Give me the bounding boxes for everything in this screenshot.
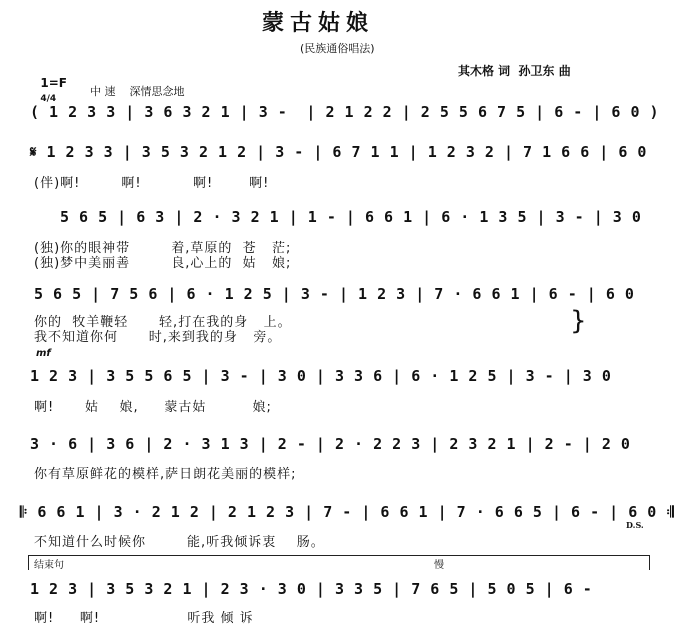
slow-marking: 慢 (434, 560, 444, 571)
brace-right: } (570, 306, 587, 336)
time-signature: 4/4 (40, 94, 57, 104)
ending-bracket (28, 555, 650, 570)
lyric-line-5: 啊! 姑 娘, 蒙古姑 娘; (34, 400, 272, 415)
lyric-line-4a: 你的 牧羊鞭轻 轻,打在我的身 上。 (34, 315, 292, 330)
lyric-line-3b: (独)梦中美丽善 良,心上的 姑 娘; (34, 256, 292, 271)
score-line-6: 3 · 6 | 3 6 | 2 · 3 1 3 | 2 - | 2 · 2 2 3 | 2 3 2 1 | 2 - | 2 0 (30, 435, 631, 453)
score-line-1: ( 1 2 3 3 | 3 6 3 2 1 | 3 - | 2 1 2 2 | 2 5 5 6 7 5 | 6 - | 6 0 ) (30, 103, 660, 121)
lyric-line-7: 不知道什么时候你 能,听我倾诉衷 肠。 (34, 535, 325, 550)
score-line-7: 𝄆 6 6 1 | 3 · 2 1 2 | 2 1 2 3 | 7 - | 6 6 1 | 7 · 6 6 5 | 6 - | 6 0 𝄇 (20, 503, 674, 521)
dynamic-mf: mf (36, 348, 51, 359)
lyric-line-3a: (独)你的眼神带 着,草原的 苍 茫; (34, 241, 292, 256)
song-subtitle: (民族通俗唱法) (300, 42, 375, 55)
lyric-line-4b: 我不知道你何 时,来到我的身 旁。 (34, 330, 282, 345)
ds-mark: D.S. (626, 520, 644, 530)
ending-label: 结束句 (34, 560, 64, 571)
lyric-line-2: (伴)啊! 啊! 啊! 啊! (34, 176, 270, 191)
lyric-line-8: 啊! 啊! 听我 倾 诉 (34, 611, 254, 626)
lyric-line-6: 你有草原鲜花的模样,萨日朗花美丽的模样; (34, 467, 297, 482)
credits: 其木格 词 孙卫东 曲 (458, 64, 571, 78)
score-line-2: 𝄋 1 2 3 3 | 3 5 3 2 1 2 | 3 - | 6 7 1 1 | 1 2 3 2 | 7 1 6 6 | 6 0 (30, 143, 647, 161)
score-line-5: 1 2 3 | 3 5 5 6 5 | 3 - | 3 0 | 3 3 6 | 6 · 1 2 5 | 3 - | 3 0 (30, 367, 612, 385)
score-line-3: 5 6 5 | 6 3 | 2 · 3 2 1 | 1 - | 6 6 1 | 6 · 1 3 5 | 3 - | 3 0 (60, 208, 642, 226)
key-label: 1=F (40, 76, 67, 90)
score-line-8: 1 2 3 | 3 5 3 2 1 | 2 3 · 3 0 | 3 3 5 | 7 6 5 | 5 0 5 | 6 - (30, 580, 593, 598)
song-title: 蒙古姑娘 (262, 10, 375, 36)
key-signature (32, 62, 67, 104)
score-line-4: 5 6 5 | 7 5 6 | 6 · 1 2 5 | 3 - | 1 2 3 | 7 · 6 6 1 | 6 - | 6 0 (34, 285, 635, 303)
tempo-marking: 中 速 深情思念地 (90, 85, 185, 98)
